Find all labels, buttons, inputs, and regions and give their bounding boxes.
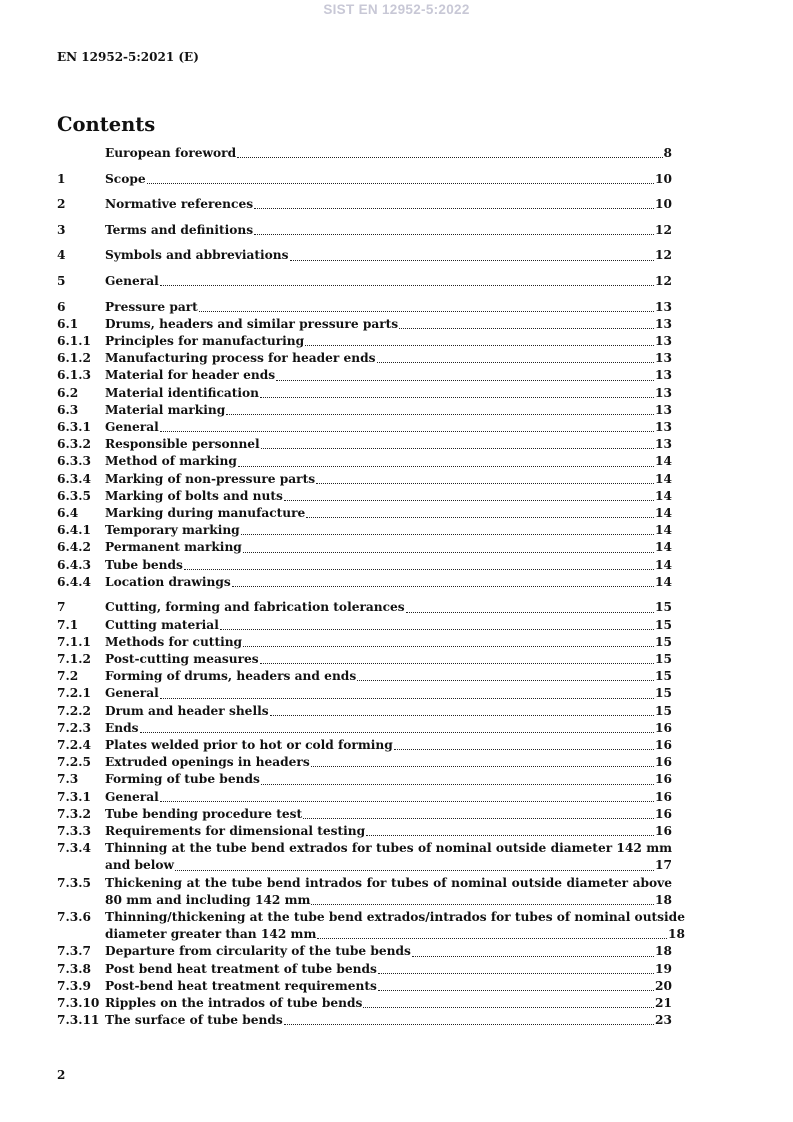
toc-entry-number: 7.2.4 — [57, 738, 91, 753]
toc-entry-page: 15 — [655, 652, 672, 667]
toc-entry-title: Requirements for dimensional testing — [105, 824, 366, 839]
toc-entry-page: 16 — [655, 755, 672, 770]
toc-entry[interactable] — [57, 419, 672, 436]
toc-entry[interactable] — [57, 273, 672, 290]
page-number: 2 — [57, 1068, 66, 1082]
toc-leader-dots — [261, 448, 654, 449]
toc-entry-page: 14 — [655, 454, 672, 469]
toc-leader-dots — [260, 663, 654, 664]
toc-leader-dots — [254, 208, 654, 209]
toc-entry[interactable] — [57, 599, 672, 616]
toc-entry-page: 15 — [655, 634, 672, 649]
toc-entry-page: 13 — [655, 333, 672, 348]
toc-entry[interactable] — [57, 402, 672, 419]
toc-entry-title: General — [105, 789, 159, 804]
toc-leader-dots — [378, 990, 654, 991]
toc-entry-title: Post bend heat treatment of tube bends — [105, 961, 377, 976]
toc-entry[interactable] — [57, 978, 672, 995]
toc-leader-dots — [140, 732, 654, 733]
toc-leader-dots — [184, 569, 654, 570]
toc-entry[interactable] — [57, 943, 672, 960]
toc-leader-dots — [276, 380, 654, 381]
toc-entry[interactable] — [57, 488, 672, 505]
toc-entry[interactable] — [57, 961, 672, 978]
toc-entry[interactable] — [57, 651, 672, 668]
toc-entry-number: 6.2 — [57, 385, 79, 400]
toc-entry[interactable] — [57, 522, 672, 539]
toc-leader-dots — [243, 552, 654, 553]
toc-entry-title: Pressure part — [105, 299, 198, 314]
toc-entry-page: 18 — [667, 927, 685, 942]
toc-entry-title: Forming of tube bends — [105, 772, 260, 787]
toc-leader-dots — [226, 414, 654, 415]
toc-entry-title: Cutting material — [105, 617, 219, 632]
toc-leader-dots — [316, 483, 654, 484]
toc-leader-dots — [284, 500, 654, 501]
toc-entry-title: European foreword — [105, 146, 237, 160]
toc-entry-page: 14 — [655, 488, 672, 503]
toc-entry-number: 7.2.5 — [57, 755, 91, 770]
toc-entry-title: Cutting, forming and fabrication tolerances — [105, 600, 405, 615]
toc-entry-title: Material marking — [105, 402, 226, 417]
toc-entry[interactable] — [57, 350, 672, 367]
toc-entry-number: 7.2.1 — [57, 686, 91, 701]
toc-entry-page: 13 — [655, 419, 672, 434]
toc-entry[interactable] — [57, 471, 672, 488]
toc-leader-dots — [305, 345, 654, 346]
toc-leader-dots — [357, 680, 654, 681]
toc-entry-page: 16 — [655, 772, 672, 787]
toc-leader-dots — [232, 586, 654, 587]
toc-entry[interactable] — [57, 436, 672, 453]
toc-entry-page: 8 — [663, 146, 672, 160]
toc-entry-title: Marking of bolts and nuts — [105, 488, 283, 503]
toc-entry[interactable] — [57, 685, 672, 702]
toc-entry-page: 21 — [655, 996, 672, 1011]
toc-entry-page: 13 — [655, 368, 672, 383]
toc-entry[interactable] — [57, 316, 672, 333]
toc-leader-dots — [399, 328, 654, 329]
toc-entry-number: 6.3 — [57, 402, 79, 417]
toc-entry[interactable] — [57, 539, 672, 556]
toc-entry-title: Thinning/thickening at the tube bend extrados/intrados for tubes of nominal outside — [105, 910, 685, 925]
watermark: SIST EN 12952-5:2022 — [323, 2, 470, 17]
toc-entry[interactable] — [57, 875, 672, 909]
toc-entry-number: 7.3.5 — [57, 875, 91, 890]
toc-entry-title: Thinning at the tube bend extrados for tubes of nominal outside diameter 142 mm — [105, 841, 672, 856]
toc-entry[interactable] — [57, 823, 672, 840]
toc-entry-page: 12 — [655, 222, 672, 237]
toc-entry-title-continued: and below — [105, 858, 175, 873]
toc-leader-dots — [363, 1007, 654, 1008]
toc-entry-number: 7.3.11 — [57, 1013, 100, 1028]
page-title: Contents — [57, 113, 156, 136]
toc-entry-page: 19 — [655, 961, 672, 976]
toc-entry-number: 7.3.1 — [57, 789, 91, 804]
toc-entry-page: 14 — [655, 540, 672, 555]
toc-entry-title: Location drawings — [105, 574, 231, 589]
toc-entry[interactable] — [57, 703, 672, 720]
toc-entry-title: Material identification — [105, 385, 260, 400]
toc-entry-number: 7.3.10 — [57, 996, 100, 1011]
toc-entry-page: 15 — [655, 686, 672, 701]
toc-leader-dots — [377, 362, 654, 363]
toc-entry[interactable] — [57, 222, 672, 239]
toc-entry-page: 13 — [655, 402, 672, 417]
toc-entry-page: 10 — [655, 171, 672, 186]
toc-entry-number: 7.3.8 — [57, 961, 91, 976]
toc-entry-number: 6.3.5 — [57, 488, 91, 503]
toc-leader-dots — [378, 973, 654, 974]
toc-entry-page: 13 — [655, 316, 672, 331]
toc-entry-title: Normative references — [105, 197, 254, 212]
toc-entry-title: Drum and header shells — [105, 703, 269, 718]
toc-entry[interactable] — [57, 771, 672, 788]
toc-entry-title-continued: 80 mm and including 142 mm — [105, 892, 311, 907]
toc-entry-number: 6.1.3 — [57, 368, 91, 383]
toc-entry-title: Thickening at the tube bend intrados for tubes of nominal outside diameter above — [105, 875, 672, 890]
toc-entry-title: Scope — [105, 171, 146, 186]
toc-entry-title: Departure from circularity of the tube bends — [105, 944, 411, 959]
toc-entry-page: 13 — [655, 299, 672, 314]
toc-entry-page: 18 — [655, 944, 672, 959]
toc-leader-dots — [366, 835, 654, 836]
toc-entry[interactable] — [57, 333, 672, 350]
toc-entry-page: 15 — [655, 703, 672, 718]
toc-entry-number: 7.1.2 — [57, 652, 91, 667]
toc-entry-page: 14 — [655, 557, 672, 572]
toc-entry-number: 4 — [57, 248, 66, 263]
toc-entry-number: 7.3.9 — [57, 978, 91, 993]
toc-entry-number: 7.1 — [57, 617, 79, 632]
toc-leader-dots — [237, 157, 662, 158]
toc-entry-title: Temporary marking — [105, 523, 240, 538]
toc-entry-page: 16 — [655, 824, 672, 839]
toc-leader-dots — [254, 234, 654, 235]
toc-entry[interactable] — [57, 1012, 672, 1029]
toc-entry-number: 6.3.1 — [57, 419, 91, 434]
toc-entry-title: Marking of non-pressure parts — [105, 471, 316, 486]
toc-entry-number: 6.3.3 — [57, 454, 91, 469]
toc-entry[interactable] — [57, 668, 672, 685]
toc-entry-title: Permanent marking — [105, 540, 242, 555]
toc-entry[interactable] — [57, 196, 672, 213]
toc-entry-title: Plates welded prior to hot or cold forming — [105, 738, 393, 753]
toc-entry-page: 15 — [655, 600, 672, 615]
toc-entry[interactable] — [57, 634, 672, 651]
toc-entry-page: 16 — [655, 720, 672, 735]
toc-entry[interactable] — [57, 247, 672, 264]
toc-leader-dots — [160, 801, 654, 802]
toc-entry-number: 7.2.2 — [57, 703, 91, 718]
toc-entry-page: 12 — [655, 273, 672, 288]
toc-entry-title: Post-cutting measures — [105, 652, 259, 667]
toc-leader-dots — [160, 431, 654, 432]
toc-entry-title: General — [105, 686, 159, 701]
toc-leader-dots — [199, 311, 654, 312]
toc-entry-number: 6.4.4 — [57, 574, 91, 589]
toc-leader-dots — [317, 938, 667, 939]
toc-leader-dots — [160, 285, 654, 286]
toc-entry-page: 13 — [655, 351, 672, 366]
toc-entry-number: 6.1.2 — [57, 351, 91, 366]
toc-entry-number: 6.1.1 — [57, 333, 91, 348]
toc-leader-dots — [260, 397, 654, 398]
toc-leader-dots — [243, 646, 654, 647]
toc-entry[interactable] — [57, 453, 672, 470]
toc-entry-page: 14 — [655, 523, 672, 538]
toc-entry-title: Post-bend heat treatment requirements — [105, 978, 377, 993]
toc-entry-page: 14 — [655, 574, 672, 589]
toc-entry-title-continued: diameter greater than 142 mm — [105, 927, 317, 942]
toc-entry-number: 6.3.4 — [57, 471, 91, 486]
toc-entry-number: 7.1.1 — [57, 634, 91, 649]
toc-entry[interactable] — [57, 789, 672, 806]
toc-leader-dots — [238, 466, 654, 467]
toc-entry[interactable] — [57, 557, 672, 574]
toc-leader-dots — [270, 715, 654, 716]
toc-leader-dots — [284, 1024, 654, 1025]
toc-entry-number: 7.3.2 — [57, 806, 91, 821]
table-of-contents — [57, 145, 685, 1029]
toc-entry-title: Principles for manufacturing — [105, 333, 305, 348]
toc-leader-dots — [311, 766, 654, 767]
toc-entry[interactable] — [57, 909, 685, 943]
toc-entry-page: 13 — [655, 385, 672, 400]
toc-leader-dots — [406, 612, 654, 613]
toc-entry-page: 14 — [655, 506, 672, 520]
document-id: EN 12952-5:2021 (E) — [57, 50, 199, 64]
toc-entry-title: Terms and definitions — [105, 222, 254, 237]
toc-entry-number: 7 — [57, 600, 66, 615]
toc-entry-page: 10 — [655, 197, 672, 212]
toc-entry-title: Tube bending procedure test — [105, 806, 303, 821]
toc-entry-number: 3 — [57, 222, 66, 237]
toc-entry-title: Symbols and abbreviations — [105, 248, 289, 263]
toc-leader-dots — [412, 956, 654, 957]
toc-entry[interactable] — [57, 385, 672, 402]
toc-leader-dots — [147, 183, 654, 184]
toc-entry-page: 23 — [655, 1013, 672, 1028]
toc-entry-number: 6.4 — [57, 506, 79, 520]
toc-entry-number: 6.1 — [57, 316, 79, 331]
toc-entry[interactable] — [57, 299, 672, 316]
toc-leader-dots — [303, 818, 654, 819]
toc-entry[interactable] — [57, 995, 672, 1012]
toc-entry[interactable] — [57, 720, 672, 737]
toc-entry-number: 7.3.6 — [57, 910, 91, 925]
toc-entry-number: 6.4.2 — [57, 540, 91, 555]
toc-leader-dots — [306, 517, 654, 518]
toc-entry-number: 7.3.4 — [57, 841, 91, 856]
toc-entry[interactable] — [57, 171, 672, 188]
toc-entry[interactable] — [57, 574, 672, 591]
toc-leader-dots — [241, 534, 654, 535]
toc-entry-page: 12 — [655, 248, 672, 263]
toc-entry-title: Forming of drums, headers and ends — [105, 669, 357, 684]
toc-entry-title: Drums, headers and similar pressure parts — [105, 316, 399, 331]
toc-entry-title: Methods for cutting — [105, 634, 243, 649]
toc-entry-title: Tube bends — [105, 557, 183, 572]
toc-entry-title: General — [105, 273, 159, 288]
toc-entry[interactable] — [57, 754, 672, 771]
toc-entry-number: 5 — [57, 273, 66, 288]
toc-entry-title: Ends — [105, 720, 139, 735]
toc-entry-number: 7.2.3 — [57, 720, 91, 735]
toc-entry-title: Manufacturing process for header ends — [105, 351, 376, 366]
toc-entry[interactable] — [57, 617, 672, 634]
toc-entry-number: 6.3.2 — [57, 437, 91, 452]
toc-entry-title: Method of marking — [105, 454, 237, 469]
toc-entry-number: 1 — [57, 171, 66, 186]
toc-leader-dots — [290, 260, 655, 261]
toc-leader-dots — [261, 784, 654, 785]
toc-entry-title: Extruded openings in headers — [105, 755, 310, 770]
toc-entry-title: The surface of tube bends — [105, 1013, 283, 1028]
toc-entry-page: 13 — [655, 437, 672, 452]
toc-entry-page: 14 — [655, 471, 672, 486]
toc-entry[interactable] — [57, 505, 672, 522]
toc-entry-page: 16 — [655, 806, 672, 821]
toc-entry-number: 7.3 — [57, 772, 79, 787]
toc-leader-dots — [311, 904, 654, 905]
toc-entry[interactable] — [57, 737, 672, 754]
toc-entry-number: 6.4.1 — [57, 523, 91, 538]
toc-entry-number: 7.3.3 — [57, 824, 91, 839]
toc-entry[interactable] — [57, 145, 672, 162]
toc-entry-page: 17 — [655, 858, 672, 873]
toc-entry[interactable] — [57, 367, 672, 384]
toc-entry-title: Material for header ends — [105, 368, 276, 383]
toc-entry-number: 6.4.3 — [57, 557, 91, 572]
toc-entry[interactable] — [57, 840, 672, 874]
toc-leader-dots — [175, 870, 654, 871]
toc-entry-page: 15 — [655, 669, 672, 684]
toc-entry-title: Ripples on the intrados of tube bends — [105, 996, 363, 1011]
toc-entry-page: 18 — [655, 892, 672, 907]
toc-entry-title: Responsible personnel — [105, 437, 260, 452]
toc-leader-dots — [160, 698, 654, 699]
toc-entry-page: 15 — [655, 617, 672, 632]
toc-entry-page: 16 — [655, 738, 672, 753]
toc-entry-number: 7.3.7 — [57, 944, 91, 959]
toc-entry[interactable] — [57, 806, 672, 823]
toc-entry-page: 20 — [655, 978, 672, 993]
toc-leader-dots — [220, 629, 654, 630]
toc-leader-dots — [394, 749, 654, 750]
toc-entry-number: 2 — [57, 197, 66, 212]
toc-entry-number: 7.2 — [57, 669, 79, 684]
toc-entry-title: Marking during manufacture — [105, 506, 306, 520]
toc-entry-title: General — [105, 419, 159, 434]
toc-entry-page: 16 — [655, 789, 672, 804]
toc-entry-number: 6 — [57, 299, 66, 314]
